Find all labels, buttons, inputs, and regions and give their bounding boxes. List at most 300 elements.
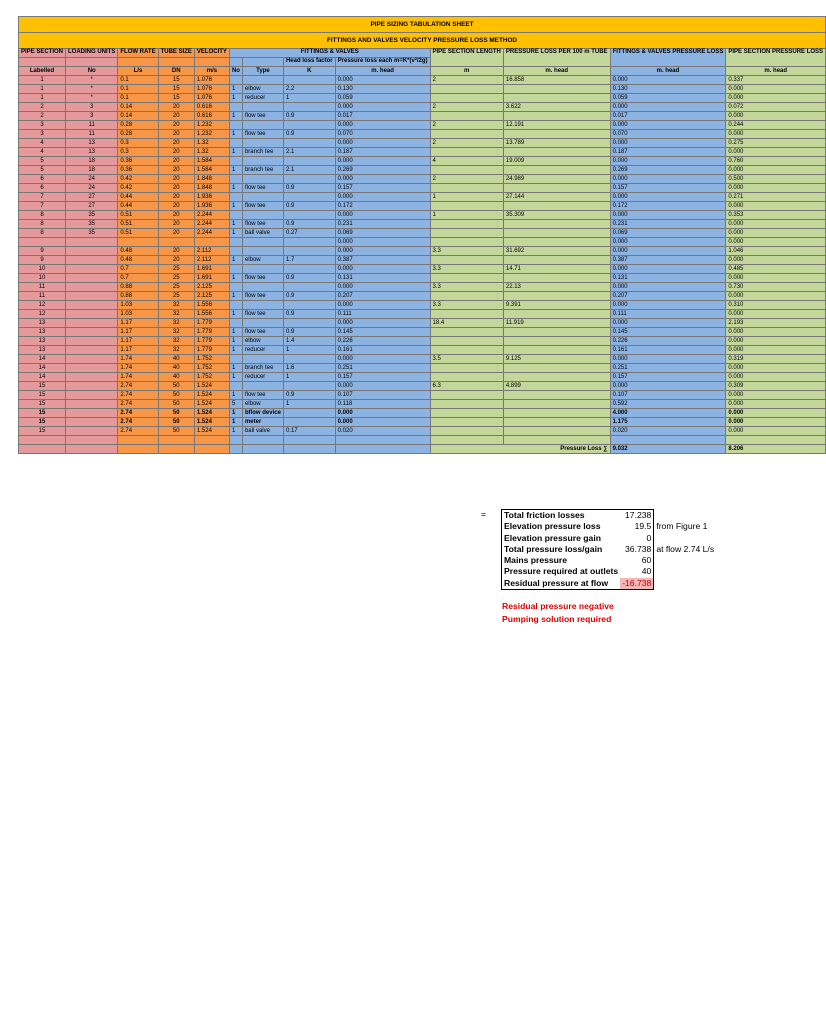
cell-k-factor bbox=[283, 283, 335, 292]
fittings-loss-total: 9.032 bbox=[610, 445, 726, 454]
cell-section-loss: 0.000 bbox=[726, 409, 826, 418]
cell-velocity: 0.616 bbox=[194, 112, 229, 121]
cell-fitting-type: flow tee bbox=[242, 184, 283, 193]
summary-row bbox=[502, 521, 717, 532]
unit-section-length: m bbox=[430, 67, 503, 76]
cell-tube-size: 20 bbox=[158, 103, 194, 112]
cell-loss-per-100m bbox=[503, 436, 610, 445]
cell-section-length: 3.3 bbox=[430, 301, 503, 310]
table-row bbox=[19, 319, 826, 328]
cell-section: 14 bbox=[19, 373, 66, 382]
cell-velocity: 1.076 bbox=[194, 76, 229, 85]
table-row bbox=[19, 220, 826, 229]
cell-k-factor: 1.7 bbox=[283, 256, 335, 265]
cell-tube-size: 32 bbox=[158, 310, 194, 319]
table-row bbox=[19, 373, 826, 382]
cell-velocity: 1.076 bbox=[194, 94, 229, 103]
cell-k-factor: 1.6 bbox=[283, 364, 335, 373]
cell-loss-per-100m bbox=[503, 112, 610, 121]
cell-loading-units bbox=[66, 256, 118, 265]
table-row bbox=[19, 130, 826, 139]
cell-loading-units bbox=[66, 409, 118, 418]
cell-flow-rate: 0.44 bbox=[118, 193, 158, 202]
table-row bbox=[19, 382, 826, 391]
cell-loss-per-100m bbox=[503, 94, 610, 103]
summary-value: 40 bbox=[620, 566, 654, 577]
cell-fitting-type: reducer bbox=[242, 346, 283, 355]
cell-section: 6 bbox=[19, 175, 66, 184]
cell-tube-size: 15 bbox=[158, 94, 194, 103]
cell-section: 12 bbox=[19, 310, 66, 319]
unit-k-factor: K bbox=[283, 67, 335, 76]
cell-fittings-loss: 0.157 bbox=[610, 373, 726, 382]
cell-loss-per-100m bbox=[503, 220, 610, 229]
cell-pressure-loss-each: 0.000 bbox=[335, 319, 430, 328]
cell-loss-per-100m: 14.71 bbox=[503, 265, 610, 274]
cell-loss-per-100m bbox=[503, 148, 610, 157]
cell-fitting-type: flow tee bbox=[242, 220, 283, 229]
table-row bbox=[19, 418, 826, 427]
cell-section: 10 bbox=[19, 274, 66, 283]
cell-section-length: 6.3 bbox=[430, 382, 503, 391]
cell-fitting-count bbox=[229, 283, 242, 292]
cell-tube-size: 20 bbox=[158, 184, 194, 193]
cell-loading-units: 13 bbox=[66, 148, 118, 157]
header-pipe-section-length: PIPE SECTION LENGTH bbox=[430, 49, 503, 67]
tabulation-table bbox=[18, 16, 826, 454]
cell-fittings-loss: 0.000 bbox=[610, 121, 726, 130]
cell-section: 15 bbox=[19, 427, 66, 436]
cell-loss-per-100m bbox=[503, 292, 610, 301]
cell-section: 14 bbox=[19, 355, 66, 364]
cell-tube-size: 32 bbox=[158, 346, 194, 355]
cell-loss-per-100m: 12.191 bbox=[503, 121, 610, 130]
cell-k-factor bbox=[283, 121, 335, 130]
cell-fittings-loss: 0.020 bbox=[610, 427, 726, 436]
cell-section-length bbox=[430, 229, 503, 238]
equals-sign: = bbox=[481, 509, 487, 519]
header-pipe-section-pressure-loss: PIPE SECTION PRESSURE LOSS bbox=[726, 49, 826, 67]
cell-section: 9 bbox=[19, 247, 66, 256]
cell-flow-rate: 0.36 bbox=[118, 166, 158, 175]
cell-section-length bbox=[430, 436, 503, 445]
cell-fittings-loss: 0.207 bbox=[610, 292, 726, 301]
cell-section: 9 bbox=[19, 256, 66, 265]
cell-loss-per-100m: 16.858 bbox=[503, 76, 610, 85]
cell-tube-size bbox=[158, 238, 194, 247]
cell-k-factor bbox=[283, 157, 335, 166]
cell-loading-units: 27 bbox=[66, 202, 118, 211]
header-head-loss-factor: Head loss factor bbox=[283, 58, 335, 67]
table-row bbox=[19, 238, 826, 247]
summary-label: Elevation pressure loss bbox=[502, 521, 621, 532]
table-row bbox=[19, 337, 826, 346]
cell-tube-size: 15 bbox=[158, 85, 194, 94]
header-pipe-section: PIPE SECTION bbox=[19, 49, 66, 58]
cell-section-length bbox=[430, 346, 503, 355]
cell-loading-units: 18 bbox=[66, 157, 118, 166]
cell-loading-units: * bbox=[66, 94, 118, 103]
cell-fittings-loss: 0.131 bbox=[610, 274, 726, 283]
cell-tube-size: 25 bbox=[158, 292, 194, 301]
cell-section-length: 2 bbox=[430, 103, 503, 112]
cell-fitting-count: 1 bbox=[229, 364, 242, 373]
cell-fitting-count bbox=[229, 238, 242, 247]
unit-fitting-count: No bbox=[229, 67, 242, 76]
cell-fittings-loss: 0.000 bbox=[610, 355, 726, 364]
cell-tube-size: 20 bbox=[158, 139, 194, 148]
cell-velocity: 1.556 bbox=[194, 310, 229, 319]
cell-section-loss: 0.485 bbox=[726, 265, 826, 274]
cell-tube-size: 20 bbox=[158, 166, 194, 175]
cell-section-length bbox=[430, 256, 503, 265]
cell-section-length: 18.4 bbox=[430, 319, 503, 328]
cell-pressure-loss-each: 0.231 bbox=[335, 220, 430, 229]
cell-flow-rate: 1.74 bbox=[118, 373, 158, 382]
cell-fitting-count: 1 bbox=[229, 94, 242, 103]
cell-velocity: 1.779 bbox=[194, 319, 229, 328]
cell-fitting-count: 1 bbox=[229, 292, 242, 301]
cell-tube-size: 50 bbox=[158, 391, 194, 400]
cell-velocity bbox=[194, 436, 229, 445]
cell-loading-units: * bbox=[66, 85, 118, 94]
cell-loading-units: 24 bbox=[66, 175, 118, 184]
cell-section-loss: 0.310 bbox=[726, 301, 826, 310]
cell-k-factor: 2.1 bbox=[283, 166, 335, 175]
summary-value: 19.5 bbox=[620, 521, 654, 532]
cell-velocity: 1.524 bbox=[194, 427, 229, 436]
cell-fitting-count bbox=[229, 103, 242, 112]
cell-fitting-count: 1 bbox=[229, 418, 242, 427]
cell-flow-rate: 1.74 bbox=[118, 364, 158, 373]
cell-tube-size: 20 bbox=[158, 256, 194, 265]
cell-k-factor bbox=[283, 76, 335, 85]
cell-flow-rate: 2.74 bbox=[118, 409, 158, 418]
cell-velocity: 1.691 bbox=[194, 274, 229, 283]
cell-fittings-loss: 0.000 bbox=[610, 157, 726, 166]
cell-fittings-loss: 0.000 bbox=[610, 319, 726, 328]
header-pressure-loss-per-100m: PRESSURE LOSS PER 100 m TUBE bbox=[503, 49, 610, 67]
cell-loading-units: 11 bbox=[66, 121, 118, 130]
cell-loss-per-100m bbox=[503, 391, 610, 400]
header-spacer bbox=[229, 58, 242, 67]
cell-section: 15 bbox=[19, 391, 66, 400]
cell-loss-per-100m: 31.692 bbox=[503, 247, 610, 256]
cell-section: 15 bbox=[19, 418, 66, 427]
cell-flow-rate: 0.44 bbox=[118, 202, 158, 211]
summary-value: 17.238 bbox=[620, 510, 654, 522]
table-row bbox=[19, 409, 826, 418]
cell-loading-units bbox=[66, 418, 118, 427]
cell-pressure-loss-each: 0.000 bbox=[335, 211, 430, 220]
cell-k-factor: 1 bbox=[283, 346, 335, 355]
cell-tube-size: 20 bbox=[158, 175, 194, 184]
cell-fitting-count: 5 bbox=[229, 400, 242, 409]
cell-section-loss: 0.000 bbox=[726, 337, 826, 346]
cell-tube-size: 20 bbox=[158, 157, 194, 166]
cell-pressure-loss-each: 0.157 bbox=[335, 373, 430, 382]
cell-k-factor: 0.27 bbox=[283, 229, 335, 238]
cell-velocity: 2.112 bbox=[194, 247, 229, 256]
cell-k-factor: 1 bbox=[283, 373, 335, 382]
warning-pumping-required: Pumping solution required bbox=[502, 614, 612, 624]
cell-pressure-loss-each: 0.000 bbox=[335, 382, 430, 391]
cell-fitting-count bbox=[229, 193, 242, 202]
cell-section-length bbox=[430, 274, 503, 283]
totals-spacer bbox=[229, 445, 242, 454]
header-loading-units: LOADING UNITS bbox=[66, 49, 118, 58]
cell-fitting-count bbox=[229, 175, 242, 184]
cell-tube-size: 32 bbox=[158, 328, 194, 337]
cell-flow-rate: 0.42 bbox=[118, 184, 158, 193]
cell-fitting-type: branch tee bbox=[242, 148, 283, 157]
cell-pressure-loss-each: 0.226 bbox=[335, 337, 430, 346]
cell-fittings-loss: 0.000 bbox=[610, 301, 726, 310]
cell-loading-units bbox=[66, 238, 118, 247]
cell-tube-size: 25 bbox=[158, 265, 194, 274]
cell-loading-units bbox=[66, 427, 118, 436]
cell-k-factor: 0.9 bbox=[283, 292, 335, 301]
cell-section-length bbox=[430, 409, 503, 418]
cell-fitting-type: branch tee bbox=[242, 364, 283, 373]
cell-pressure-loss-each: 0.000 bbox=[335, 175, 430, 184]
cell-fitting-type: elbow bbox=[242, 337, 283, 346]
summary-label: Mains pressure bbox=[502, 555, 621, 566]
cell-tube-size: 40 bbox=[158, 373, 194, 382]
cell-pressure-loss-each: 0.070 bbox=[335, 130, 430, 139]
totals-spacer bbox=[194, 445, 229, 454]
cell-section-length: 2 bbox=[430, 76, 503, 85]
cell-fitting-type bbox=[242, 436, 283, 445]
cell-k-factor bbox=[283, 418, 335, 427]
cell-loss-per-100m: 22.13 bbox=[503, 283, 610, 292]
cell-fitting-count: 1 bbox=[229, 346, 242, 355]
table-row bbox=[19, 202, 826, 211]
cell-k-factor: 0.9 bbox=[283, 202, 335, 211]
cell-fittings-loss: 0.226 bbox=[610, 337, 726, 346]
cell-loading-units: 18 bbox=[66, 166, 118, 175]
cell-k-factor bbox=[283, 175, 335, 184]
cell-velocity bbox=[194, 238, 229, 247]
cell-tube-size: 20 bbox=[158, 220, 194, 229]
cell-fittings-loss: 0.000 bbox=[610, 193, 726, 202]
cell-fitting-type bbox=[242, 139, 283, 148]
cell-fitting-count: 1 bbox=[229, 148, 242, 157]
sheet-title: PIPE SIZING TABULATION SHEET bbox=[19, 17, 826, 33]
cell-pressure-loss-each: 0.000 bbox=[335, 355, 430, 364]
cell-velocity: 1.779 bbox=[194, 337, 229, 346]
cell-loss-per-100m: 9.391 bbox=[503, 301, 610, 310]
cell-section: 11 bbox=[19, 292, 66, 301]
cell-fitting-type: elbow bbox=[242, 256, 283, 265]
cell-fittings-loss: 0.269 bbox=[610, 166, 726, 175]
cell-section: 4 bbox=[19, 139, 66, 148]
cell-fitting-type bbox=[242, 265, 283, 274]
cell-loss-per-100m: 35.309 bbox=[503, 211, 610, 220]
cell-velocity: 1.691 bbox=[194, 265, 229, 274]
cell-velocity: 1.848 bbox=[194, 184, 229, 193]
cell-pressure-loss-each: 0.000 bbox=[335, 157, 430, 166]
cell-fitting-type bbox=[242, 301, 283, 310]
cell-flow-rate: 0.1 bbox=[118, 76, 158, 85]
cell-section-loss: 0.000 bbox=[726, 346, 826, 355]
cell-pressure-loss-each: 0.131 bbox=[335, 274, 430, 283]
cell-loss-per-100m bbox=[503, 328, 610, 337]
header-spacer bbox=[194, 58, 229, 67]
cell-section-length: 2 bbox=[430, 175, 503, 184]
cell-fitting-type bbox=[242, 76, 283, 85]
cell-fitting-count: 1 bbox=[229, 112, 242, 121]
cell-fittings-loss: 0.231 bbox=[610, 220, 726, 229]
cell-loading-units bbox=[66, 337, 118, 346]
cell-velocity: 1.32 bbox=[194, 139, 229, 148]
cell-tube-size: 25 bbox=[158, 274, 194, 283]
cell-section-length bbox=[430, 166, 503, 175]
cell-section-length: 3.5 bbox=[430, 355, 503, 364]
cell-k-factor: 0.9 bbox=[283, 220, 335, 229]
table-row bbox=[19, 85, 826, 94]
cell-loss-per-100m: 4.899 bbox=[503, 382, 610, 391]
cell-loading-units bbox=[66, 274, 118, 283]
table-row bbox=[19, 76, 826, 85]
cell-tube-size: 20 bbox=[158, 247, 194, 256]
cell-loss-per-100m bbox=[503, 364, 610, 373]
cell-loading-units bbox=[66, 301, 118, 310]
unit-fittings-loss: m. head bbox=[610, 67, 726, 76]
cell-section-loss: 0.000 bbox=[726, 292, 826, 301]
cell-fitting-count: 1 bbox=[229, 130, 242, 139]
cell-flow-rate bbox=[118, 238, 158, 247]
cell-loss-per-100m bbox=[503, 418, 610, 427]
unit-velocity: m/s bbox=[194, 67, 229, 76]
cell-fitting-count bbox=[229, 157, 242, 166]
pressure-loss-sum-label: Pressure Loss ∑ bbox=[430, 445, 610, 454]
cell-loss-per-100m bbox=[503, 130, 610, 139]
cell-section: 1 bbox=[19, 76, 66, 85]
cell-flow-rate: 0.51 bbox=[118, 229, 158, 238]
cell-section-loss: 0.000 bbox=[726, 85, 826, 94]
cell-flow-rate: 0.7 bbox=[118, 265, 158, 274]
cell-pressure-loss-each: 0.069 bbox=[335, 229, 430, 238]
cell-pressure-loss-each: 0.000 bbox=[335, 193, 430, 202]
cell-section-loss: 0.000 bbox=[726, 112, 826, 121]
cell-fittings-loss bbox=[610, 436, 726, 445]
cell-section-length bbox=[430, 310, 503, 319]
table-row bbox=[19, 184, 826, 193]
cell-pressure-loss-each: 0.000 bbox=[335, 139, 430, 148]
cell-loss-per-100m bbox=[503, 274, 610, 283]
cell-section: 14 bbox=[19, 364, 66, 373]
cell-loading-units bbox=[66, 265, 118, 274]
cell-section-loss: 0.000 bbox=[726, 256, 826, 265]
cell-fitting-type: bflow device bbox=[242, 409, 283, 418]
cell-k-factor: 0.9 bbox=[283, 310, 335, 319]
cell-flow-rate: 0.28 bbox=[118, 121, 158, 130]
summary-note: from Figure 1 bbox=[656, 521, 708, 532]
table-row bbox=[19, 139, 826, 148]
cell-loading-units bbox=[66, 310, 118, 319]
cell-tube-size: 40 bbox=[158, 355, 194, 364]
cell-fitting-type: flow tee bbox=[242, 310, 283, 319]
cell-tube-size: 20 bbox=[158, 130, 194, 139]
cell-fitting-type: flow tee bbox=[242, 112, 283, 121]
cell-loss-per-100m: 11.919 bbox=[503, 319, 610, 328]
cell-loading-units bbox=[66, 364, 118, 373]
cell-section: 10 bbox=[19, 265, 66, 274]
cell-loading-units bbox=[66, 391, 118, 400]
cell-loss-per-100m: 3.622 bbox=[503, 103, 610, 112]
cell-flow-rate: 0.36 bbox=[118, 157, 158, 166]
cell-fitting-count: 1 bbox=[229, 166, 242, 175]
summary-value: -16.738 bbox=[620, 578, 654, 590]
cell-section: 13 bbox=[19, 319, 66, 328]
cell-pressure-loss-each: 0.172 bbox=[335, 202, 430, 211]
cell-k-factor bbox=[283, 301, 335, 310]
cell-pressure-loss-each: 0.000 bbox=[335, 265, 430, 274]
table-row bbox=[19, 94, 826, 103]
cell-section-loss: 0.000 bbox=[726, 427, 826, 436]
cell-section-loss: 0.000 bbox=[726, 364, 826, 373]
cell-fitting-count bbox=[229, 382, 242, 391]
unit-section: Labelled bbox=[19, 67, 66, 76]
cell-pressure-loss-each: 0.000 bbox=[335, 238, 430, 247]
table-row bbox=[19, 193, 826, 202]
cell-loading-units: 3 bbox=[66, 112, 118, 121]
cell-section-loss: 0.000 bbox=[726, 418, 826, 427]
cell-fitting-count bbox=[229, 211, 242, 220]
cell-section-length bbox=[430, 184, 503, 193]
cell-flow-rate: 0.88 bbox=[118, 283, 158, 292]
cell-fittings-loss: 0.000 bbox=[610, 139, 726, 148]
cell-fitting-count: 1 bbox=[229, 202, 242, 211]
cell-section: 15 bbox=[19, 400, 66, 409]
cell-fitting-count bbox=[229, 121, 242, 130]
cell-flow-rate: 2.74 bbox=[118, 382, 158, 391]
cell-section: 8 bbox=[19, 220, 66, 229]
cell-section-loss: 0.000 bbox=[726, 220, 826, 229]
cell-loss-per-100m bbox=[503, 409, 610, 418]
cell-section-length bbox=[430, 94, 503, 103]
table-row bbox=[19, 301, 826, 310]
cell-loss-per-100m bbox=[503, 85, 610, 94]
cell-velocity: 1.524 bbox=[194, 400, 229, 409]
cell-fittings-loss: 0.069 bbox=[610, 229, 726, 238]
cell-section-length bbox=[430, 364, 503, 373]
cell-section-length bbox=[430, 337, 503, 346]
cell-pressure-loss-each: 0.020 bbox=[335, 427, 430, 436]
cell-velocity: 1.752 bbox=[194, 355, 229, 364]
cell-section-length bbox=[430, 373, 503, 382]
summary-note bbox=[654, 533, 717, 544]
cell-section: 7 bbox=[19, 202, 66, 211]
cell-fittings-loss: 0.017 bbox=[610, 112, 726, 121]
cell-fitting-type: flow tee bbox=[242, 274, 283, 283]
cell-section-length bbox=[430, 202, 503, 211]
cell-loss-per-100m bbox=[503, 337, 610, 346]
totals-spacer bbox=[283, 445, 335, 454]
cell-section-loss: 0.000 bbox=[726, 202, 826, 211]
cell-section-length: 3.3 bbox=[430, 283, 503, 292]
cell-flow-rate bbox=[118, 436, 158, 445]
cell-loading-units: 13 bbox=[66, 139, 118, 148]
unit-tube-size: DN bbox=[158, 67, 194, 76]
table-row bbox=[19, 346, 826, 355]
cell-fitting-type bbox=[242, 319, 283, 328]
cell-velocity: 2.244 bbox=[194, 229, 229, 238]
cell-section: 2 bbox=[19, 103, 66, 112]
cell-flow-rate: 0.1 bbox=[118, 94, 158, 103]
totals-spacer bbox=[242, 445, 283, 454]
